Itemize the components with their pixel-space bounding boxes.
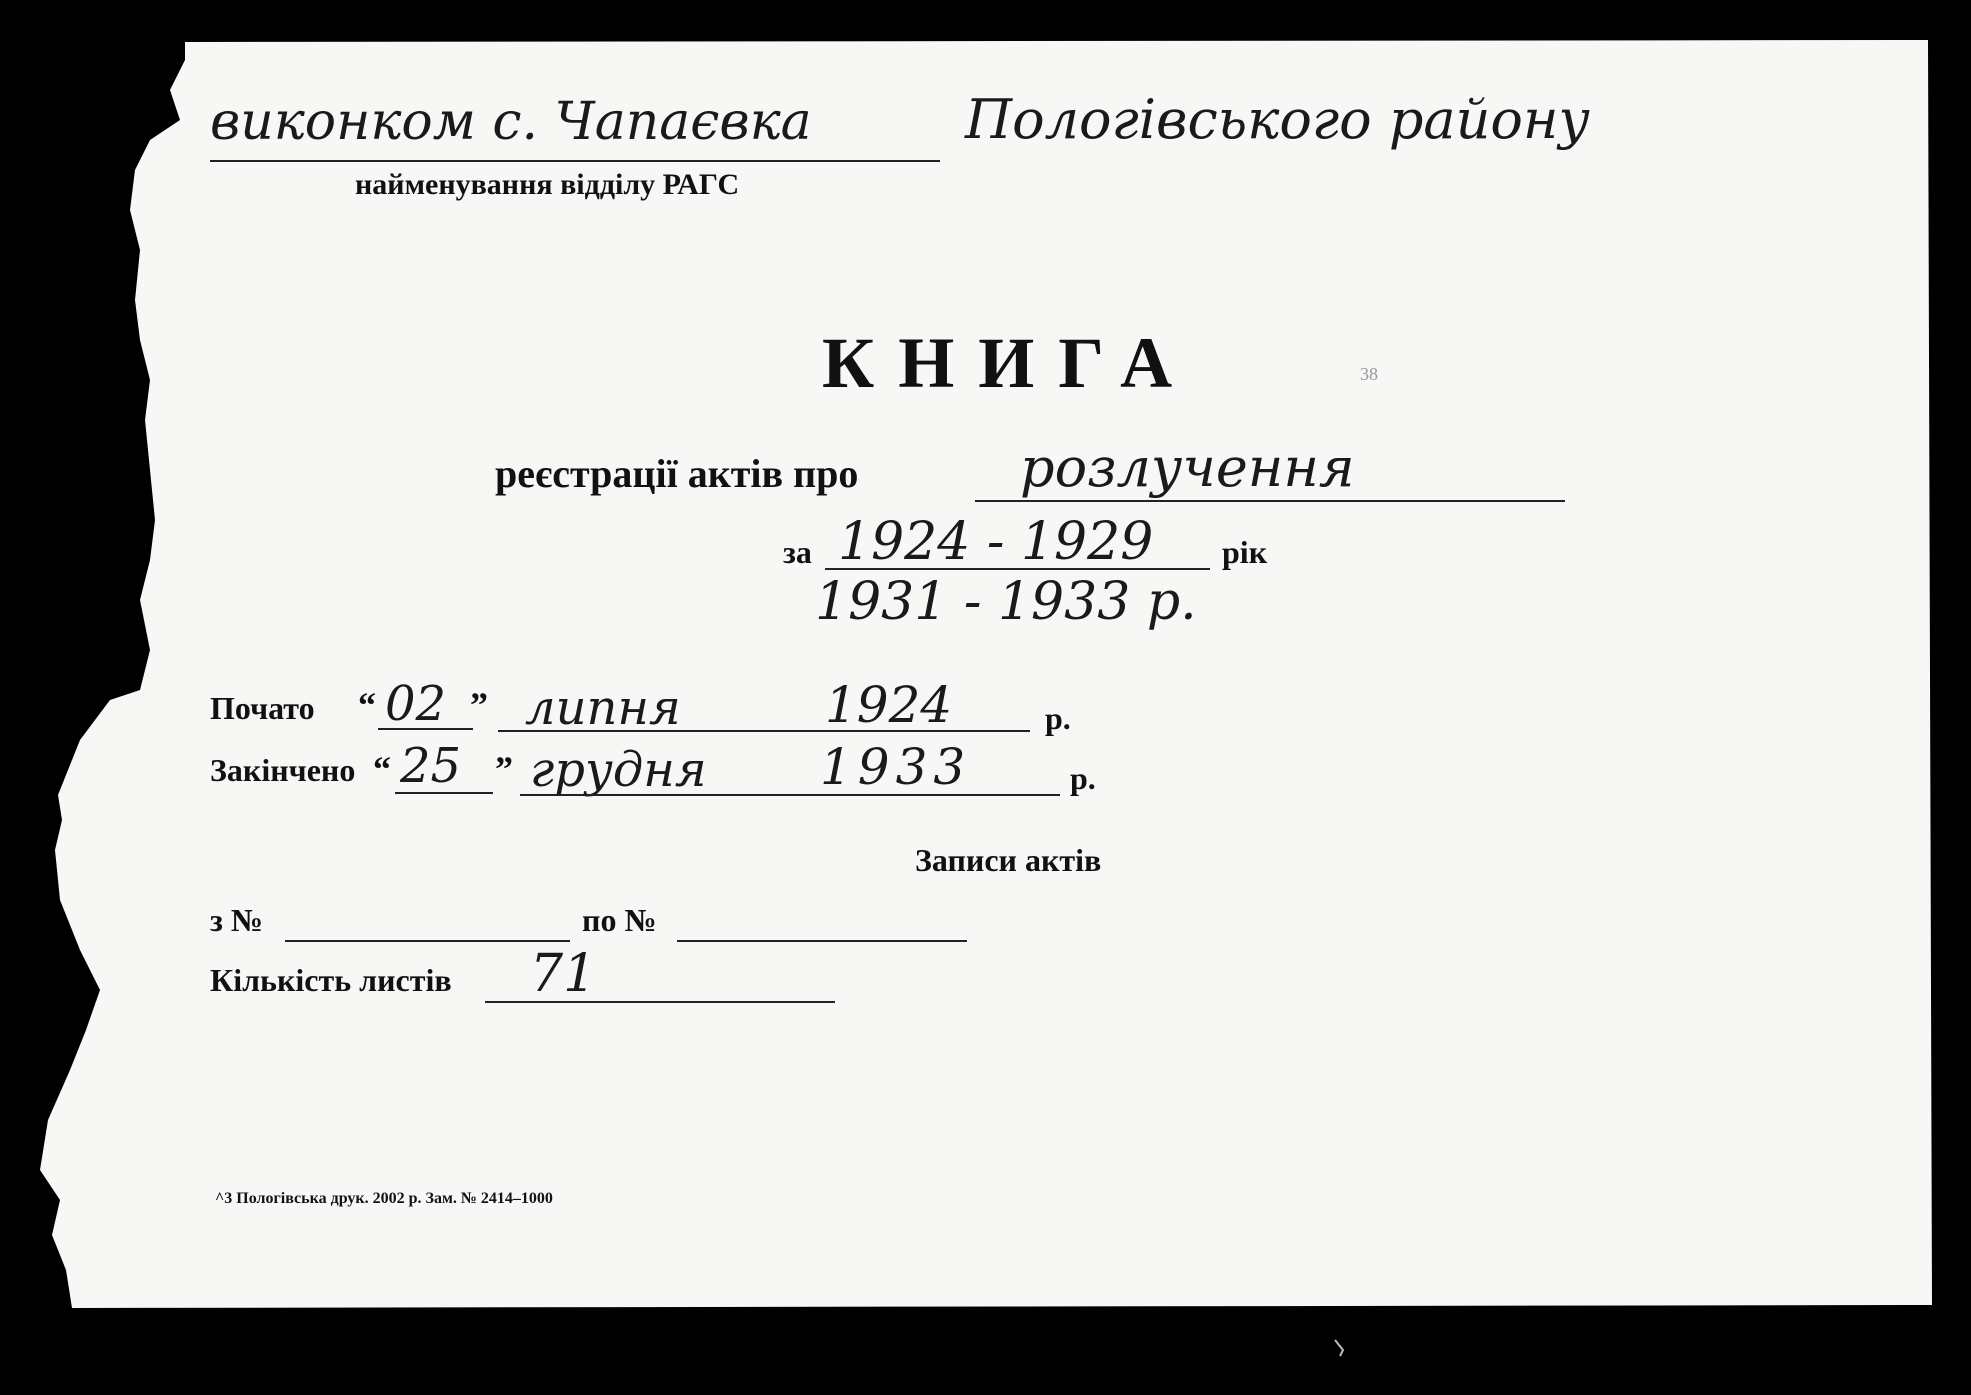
office-handwritten-1: виконком с. Чапаєвка xyxy=(210,92,812,152)
started-close-quote: ” xyxy=(470,685,488,725)
office-handwritten-2: Пологівського району xyxy=(965,88,1590,151)
subtitle-value: розлучення xyxy=(1020,436,1355,499)
sheets-label: Кількість листів xyxy=(210,962,452,998)
finished-month: грудня xyxy=(530,742,707,798)
book-title: КНИГА xyxy=(822,323,1197,403)
period-prefix: за xyxy=(783,534,812,570)
started-open-quote: “ xyxy=(358,685,376,725)
finished-open-quote: “ xyxy=(373,749,391,789)
records-to-underline xyxy=(677,940,967,942)
sheets-value: 71 xyxy=(530,944,597,1004)
finished-label: Закінчено xyxy=(210,752,356,788)
finished-suffix: р. xyxy=(1070,760,1096,796)
finished-year: 1933 xyxy=(820,738,972,796)
started-underline xyxy=(498,730,1030,732)
started-month: липня xyxy=(525,680,681,736)
finished-underline xyxy=(520,794,1060,796)
stamp-mark: 38 xyxy=(1360,364,1378,384)
records-heading: Записи актів xyxy=(915,842,1102,878)
records-to-label: по № xyxy=(582,902,657,938)
started-day: 02 xyxy=(385,676,447,732)
office-underline xyxy=(210,160,940,162)
sheets-underline xyxy=(485,1001,835,1003)
subtitle-prefix: реєстрації актів про xyxy=(495,451,859,496)
started-day-underline xyxy=(378,728,473,730)
period-extra-line: 1931 - 1933 р. xyxy=(815,572,1197,632)
finished-day-underline xyxy=(395,792,493,794)
finished-day: 25 xyxy=(400,738,462,794)
started-year: 1924 xyxy=(825,676,953,734)
print-note: ^3 Пологівська друк. 2002 р. Зам. № 2414–1000 xyxy=(215,1190,553,1207)
stray-mark xyxy=(1335,1340,1343,1356)
period-suffix: рік xyxy=(1222,534,1268,570)
office-caption: найменування відділу РАГС xyxy=(355,168,740,201)
subtitle-underline xyxy=(975,500,1565,502)
records-from-label: з № xyxy=(210,902,264,938)
started-suffix: р. xyxy=(1045,700,1071,736)
period-underline xyxy=(825,568,1210,570)
paper-sheet xyxy=(40,40,1932,1308)
period-value: 1924 - 1929 xyxy=(838,512,1154,572)
finished-close-quote: ” xyxy=(495,749,513,789)
records-from-underline xyxy=(285,940,570,942)
started-label: Почато xyxy=(210,690,315,726)
